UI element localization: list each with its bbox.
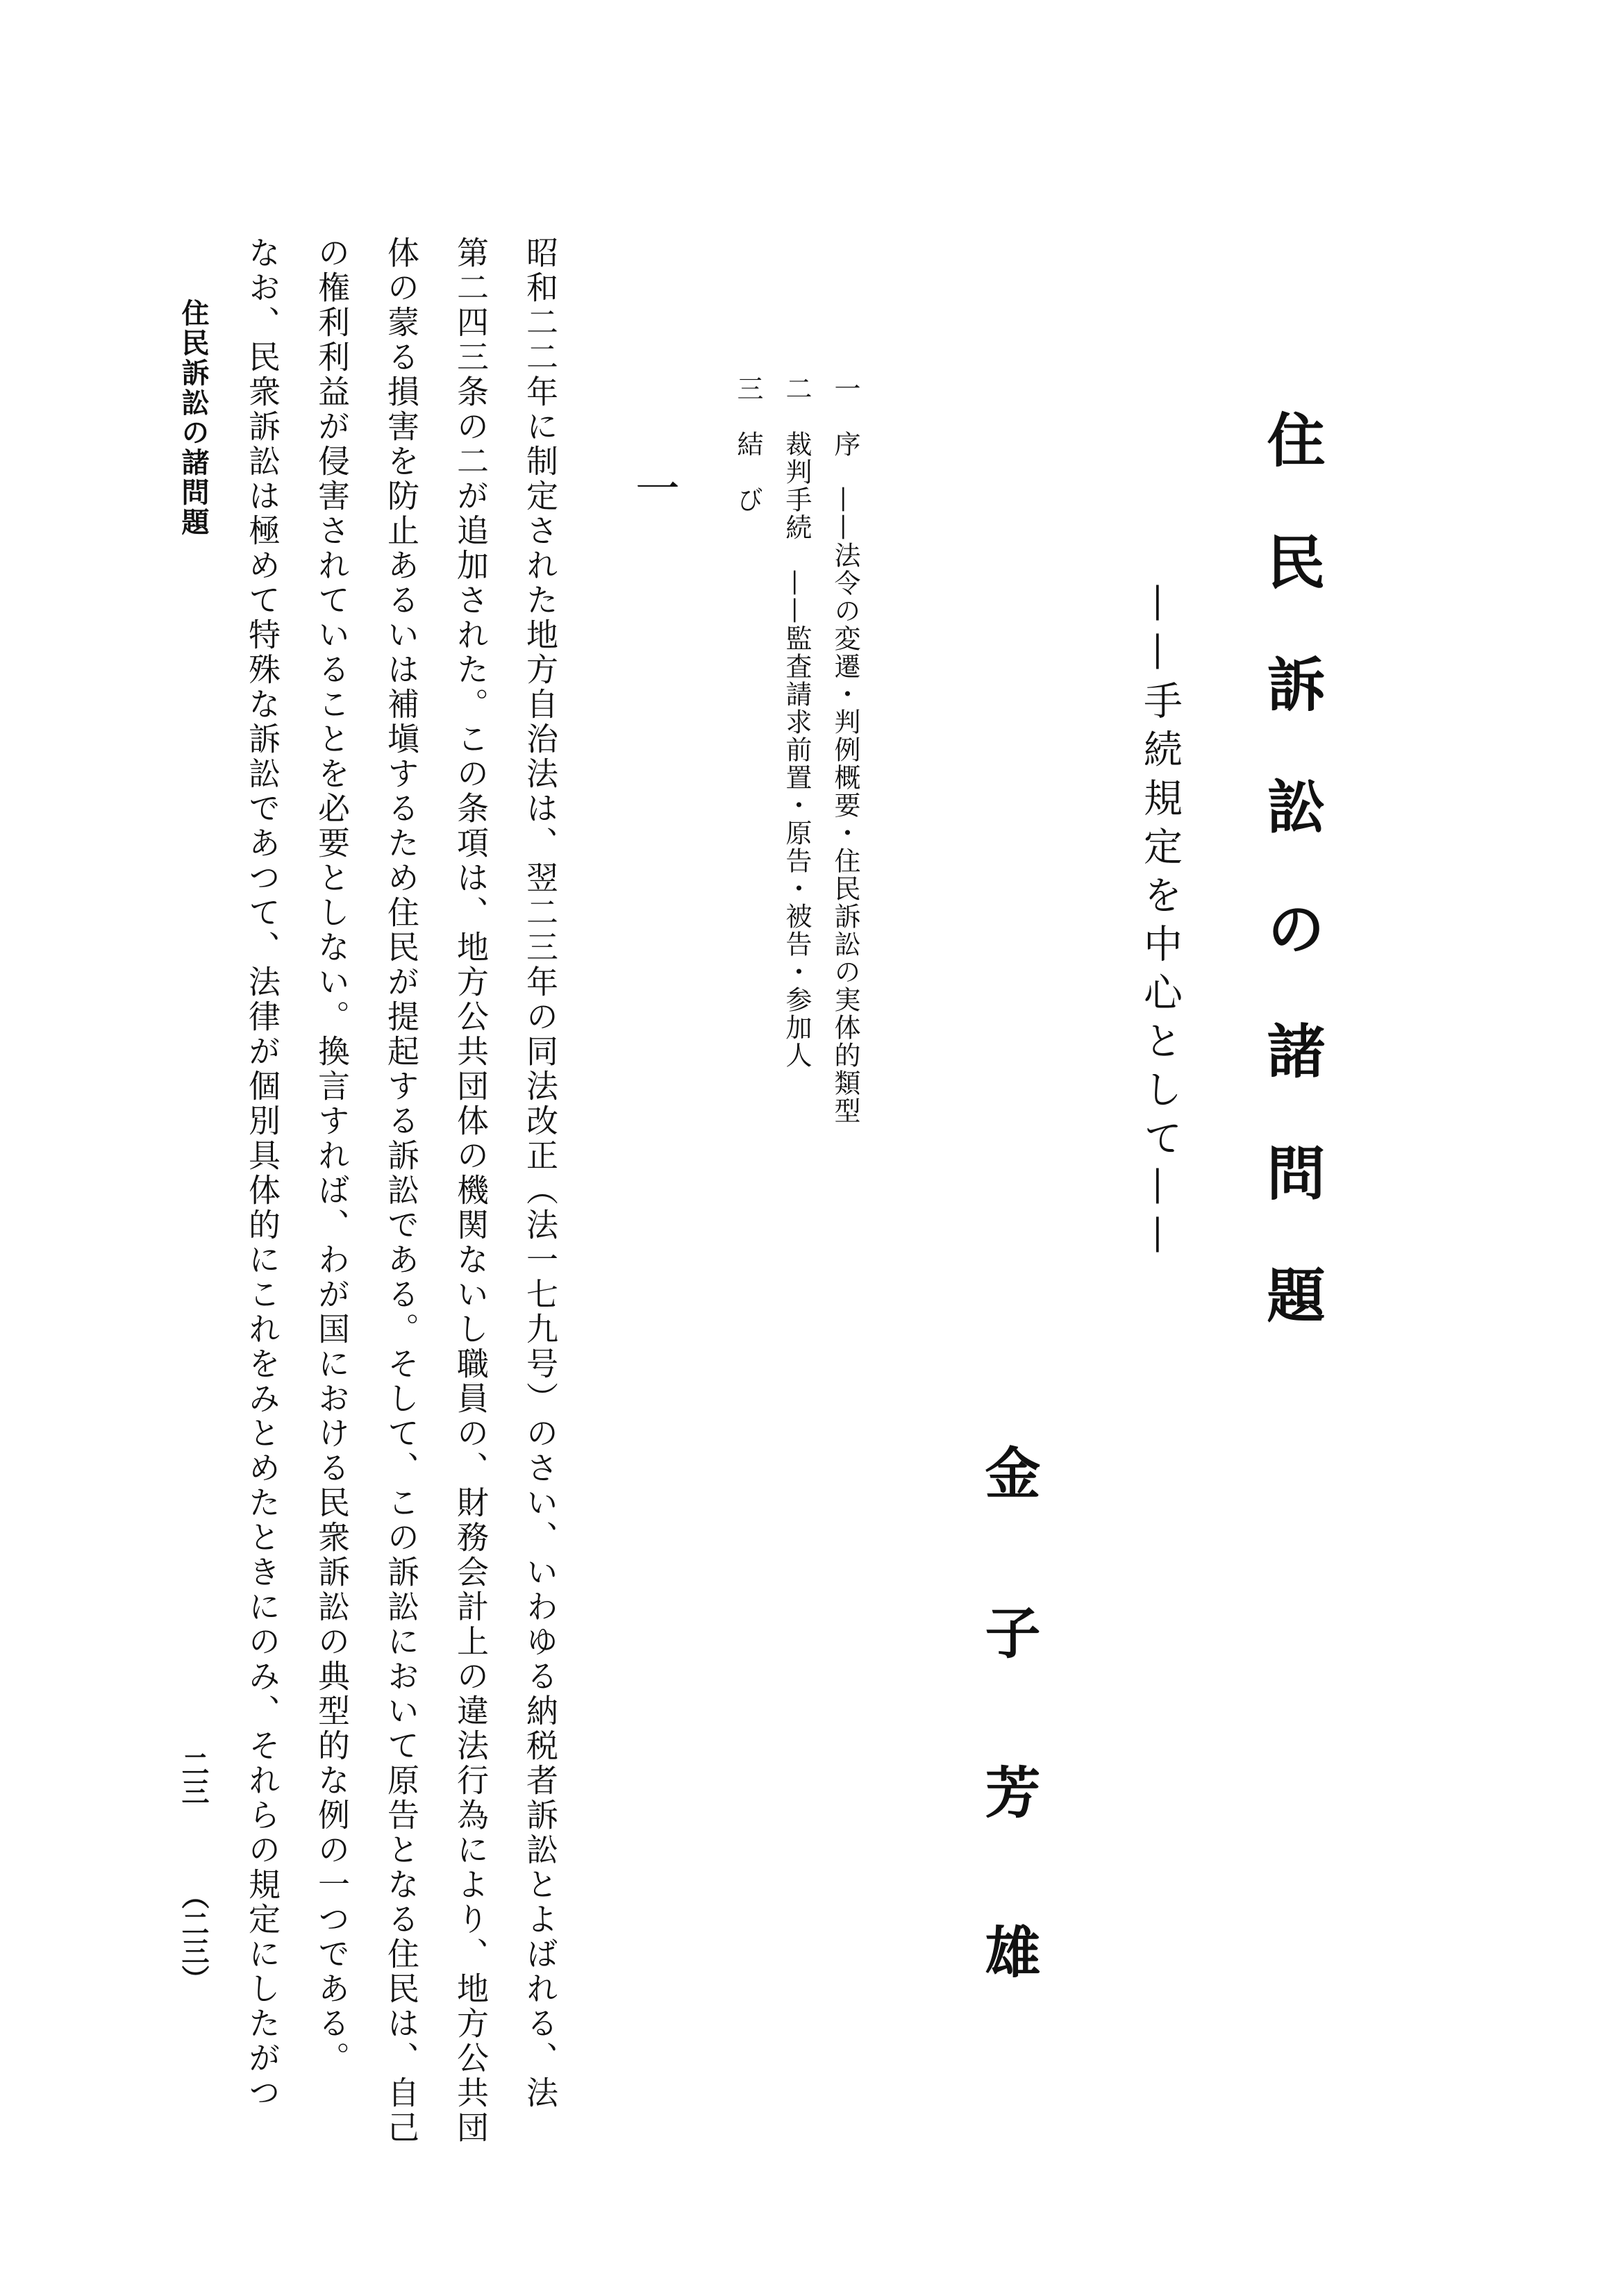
toc-item: 三 結 び	[733, 375, 763, 514]
section-number: 一	[628, 465, 679, 510]
toc-item: 一 序 ——法令の変遷・判例概要・住民訴訟の実体的類型	[830, 375, 860, 1125]
running-header: 住民訴訟の諸問題	[177, 299, 210, 537]
author-name: 金子芳雄	[976, 1444, 1041, 2083]
body-line: 体の蒙る損害を防止あるいは補塡するため住民が提起する訴訟である。そして、この訴訟において原告となる住民は、自己	[383, 236, 420, 2145]
page-number: 二三	[177, 1750, 210, 1805]
article-subtitle: ——手続規定を中心として——	[1137, 583, 1183, 1264]
toc-item: 二 裁判手続 ——監査請求前置・原告・被告・参加人	[781, 375, 812, 1069]
article-title: 住民訴訟の諸問題	[1258, 410, 1326, 1387]
body-line: なお、民衆訴訟は極めて特殊な訴訟であつて、法律が個別具体的にこれをみとめたときにのみ、それらの規定にしたがつ	[244, 236, 281, 2111]
body-line: 昭和二二年に制定された地方自治法は、翌二三年の同法改正（法一七九号）のさい、いわゆる納税者訴訟とよばれる、法	[522, 236, 559, 2111]
page-number-parenthesized: （二三）	[177, 1882, 210, 1993]
body-line: の権利利益が侵害されていることを必要としない。換言すれば、わが国における民衆訴訟の典型的な例の一つである。	[313, 236, 351, 2076]
body-line: 第二四三条の二が追加された。この条項は、地方公共団体の機関ないし職員の、財務会計上の違法行為により、地方公共団	[452, 236, 490, 2145]
